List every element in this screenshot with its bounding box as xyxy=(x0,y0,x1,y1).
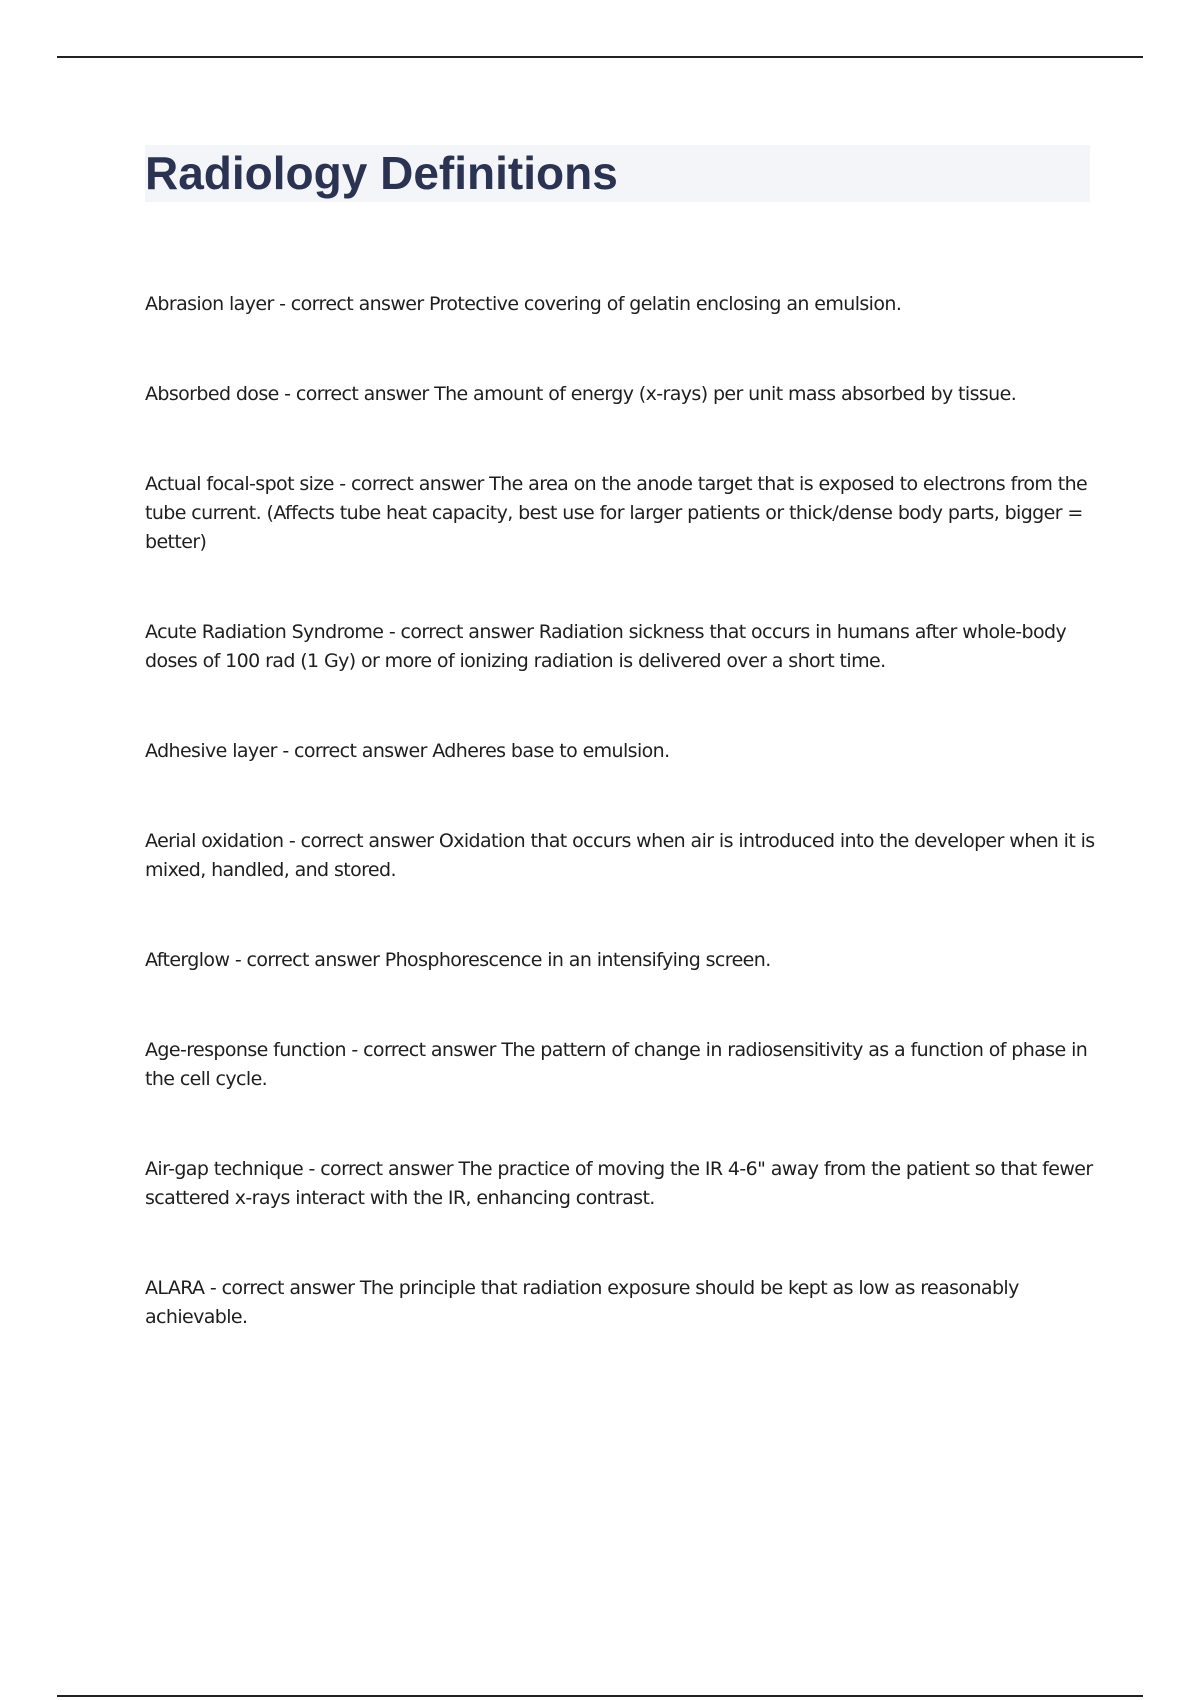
header-rule xyxy=(57,56,1143,58)
definition-entry: Air-gap technique - correct answer The practice of moving the IR 4-6" away from the patient so that fewer scattered x-rays interact with the IR, enhancing contrast. xyxy=(145,1158,1093,1209)
definition-entry: Actual focal-spot size - correct answer The area on the anode target that is exposed to electrons from the tube current. (Affects tube heat capacity, best use for larger patients or thick/dense body parts, bigger = better) xyxy=(145,473,1088,553)
definition-entry: Adhesive layer - correct answer Adheres base to emulsion. xyxy=(145,740,670,762)
definition-entry: Aerial oxidation - correct answer Oxidation that occurs when air is introduced into the developer when it is mixed, handled, and stored. xyxy=(145,830,1095,881)
page-title: Radiology Definitions xyxy=(145,147,618,199)
definition-entry: ALARA - correct answer The principle that radiation exposure should be kept as low as reasonably achievable. xyxy=(145,1277,1019,1328)
definition-entry: Absorbed dose - correct answer The amount of energy (x-rays) per unit mass absorbed by tissue. xyxy=(145,383,1017,405)
definition-entry: Abrasion layer - correct answer Protective covering of gelatin enclosing an emulsion. xyxy=(145,293,902,315)
definition-entry: Acute Radiation Syndrome - correct answer Radiation sickness that occurs in humans after whole-body doses of 100 rad (1 Gy) or more of ionizing radiation is delivered over a short time. xyxy=(145,621,1067,672)
definition-entry: Age-response function - correct answer The pattern of change in radiosensitivity as a function of phase in the cell cycle. xyxy=(145,1039,1088,1090)
definition-entry: Afterglow - correct answer Phosphorescence in an intensifying screen. xyxy=(145,949,771,971)
definition-list xyxy=(145,290,1095,1393)
footer-rule xyxy=(57,1695,1143,1697)
